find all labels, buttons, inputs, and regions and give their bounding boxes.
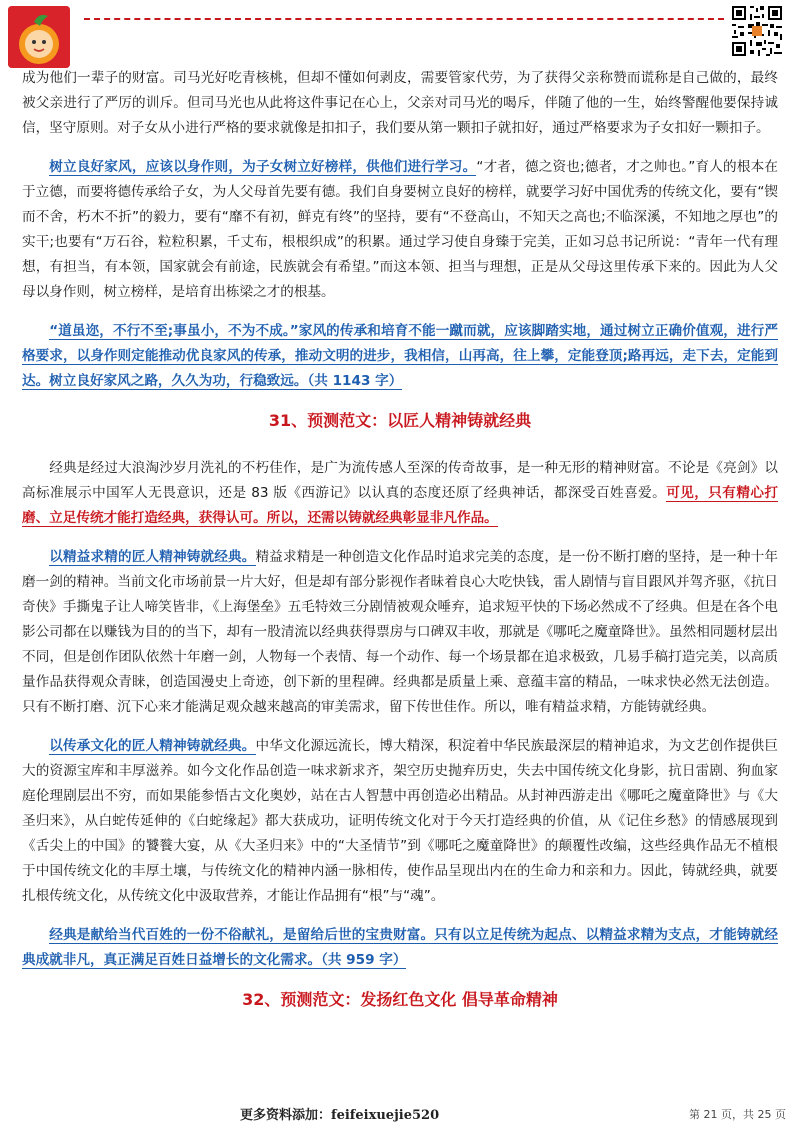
paragraph-1 [22, 66, 778, 141]
qr-code-icon [730, 4, 784, 58]
article-body [22, 66, 778, 1035]
key-sentence: “道虽迩，不行不至;事虽小，不为不成。”家风的传承和培育不能一蹴而就，应该脚踏实地，通过树立正确价值观，进行严格要求，以身作则定能推动优良家风的传承，推动文明的进步，我相信，山再高，往上攀，定能登顶;路再远，走下去，定能到达。树立良好家风之路，久久为功，行稳致远。（共 1143 字） [22, 323, 778, 389]
paragraph-text: 精益求精是一种创造文化作品时追求完美的态度，是一份不断打磨的坚持，是一种十年磨一剑的精神。当前文化市场前景一片大好，但是却有部分影视作者昧着良心大吃快钱，雷人剧情与盲目跟风并驾齐驱，《抗日奇侠》手撕鬼子让人啼笑皆非，《上海堡垒》五毛特效三分剧情被观众唾弃，追求短平快的下场必然成不了经典。但是在各个电影公司都在以赚钱为目的的当下，却有一股清流以经典获得票房与口碑双丰收，那就是《哪吒之魔童降世》。虽然相同题材层出不同，但是创作团队依然十年磨一剑，人物每一个表情、每一个动作、每一个场景都在追求极致，几易手稿打造完美，以高质量作品获得观众青睐，创造国漫史上奇迹，创下新的里程碑。经典都是质量上乘、意蕴丰富的精品，一味求快必然无法创造。只有不断打磨、沉下心来才能满足观众越来越高的审美需求，留下传世佳作。所以，唯有精益求精，方能铸就经典。 [22, 549, 778, 715]
paragraph-3 [22, 319, 778, 394]
paragraph-text: 中华文化源远流长，博大精深，积淀着中华民族最深层的精神追求，为文艺创作提供巨大的资源宝库和丰厚滋养。如今文化作品创造一味求新求齐，架空历史抛弃历史，失去中国传统文化身影，抗日雷剧、狗血家庭伦理剧层出不穷，而如果能参悟古文化奥妙，站在古人智慧中再创造必出精品。从封神西游走出《哪吒之魔童降世》与《大圣归来》，从白蛇传延伸的《白蛇缘起》都大获成功，证明传统文化对于今天打造经典的价值，从《记住乡愁》的情感展现到《舌尖上的中国》的饕餮大宴，从《大圣归来》中的“大圣情节”到《哪吒之魔童降世》的颠覆性改编，这些经典作品无不植根于中国传统文化的丰厚土壤，与传统文化的精神内涵一脉相传，使作品呈现出内在的生命力和亲和力。因此，铸就经典，就要扎根传统文化，从传统文化中汲取营养，才能让作品拥有“根”与“魂”。 [22, 738, 778, 904]
paragraph-text: 经典是经过大浪淘沙岁月洗礼的不朽佳作，是广为流传感人至深的传奇故事，是一种无形的精神财富。不论是《亮剑》以高标准展示中国军人无畏意识，还是 83 版《西游记》以认真的态度还原了经典神话，都深受百姓喜爱。 [22, 460, 778, 501]
section-title-32: 32、预测范文：发扬红色文化 倡导革命精神 [242, 990, 558, 1009]
paragraph-text: 成为他们一辈子的财富。司马光好吃青核桃，但却不懂如何剥皮，需要管家代劳，为了获得父亲称赞而谎称是自己做的，最终被父亲进行了严厉的训斥。但司马光也从此将这件事记在心上，父亲对司马光的喝斥，伴随了他的一生，始终警醒他要保持诚信，坚守原则。对子女从小进行严格的要求就像是扣扣子，我们要从第一颗扣子就扣好，通过严格要求为子女扣好一颗扣子。 [22, 70, 778, 136]
paragraph-text: “才者，德之资也;德者，才之帅也。”育人的根本在于立德，而要将德传承给子女，为人父母首先要有德。我们自身要树立良好的榜样，就要学习好中国优秀的传统文化，要有“锲而不舍，朽木不折”的毅力，要有“靡不有初，鲜克有终”的坚持，要有“不登高山，不知天之高也;不临深溪，不知地之厚也”的实干;也要有“万石谷，粒粒积累，千丈布，根根织成”的积累。通过学习使自身臻于完美，正如习总书记所说：“青年一代有理想，有担当，有本领，国家就会有前途，民族就会有希望。”而这本领、担当与理想，正是从父母这里传承下来的。因此为人父母以身作则，树立榜样，是培育出栋梁之才的根基。 [22, 159, 778, 300]
key-sentence: 经典是献给当代百姓的一份不俗献礼，是留给后世的宝贵财富。只有以立足传统为起点、以精益求精为支点，才能铸就经典成就非凡，真正满足百姓日益增长的文化需求。（共 959 字） [22, 927, 778, 968]
paragraph-2 [22, 155, 778, 305]
qr-code [730, 4, 784, 58]
header-divider [84, 18, 724, 20]
key-sentence: 以传承文化的匠人精神铸就经典。 [49, 738, 256, 754]
section-title-31: 31、预测范文：以匠人精神铸就经典 [268, 411, 532, 430]
page-number: 第 21 页，共 25 页 [689, 1108, 786, 1121]
key-sentence: 以精益求精的匠人精神铸就经典。 [49, 549, 256, 565]
orange-mascot-logo [8, 6, 70, 68]
thesis-sentence: 可见，只有精心打磨、立足传统才能打造经典，获得认可。所以，还需以铸就经典彰显非凡作品。 [22, 485, 778, 526]
footer-contact: 更多资料添加：feifeixuejie520 [240, 1108, 440, 1123]
orange-mascot-icon [8, 6, 70, 68]
key-sentence: 树立良好家风，应该以身作则，为子女树立好榜样，供他们进行学习。 [49, 159, 477, 175]
paragraph-5 [22, 545, 778, 720]
paragraph-6 [22, 734, 778, 909]
paragraph-7 [22, 923, 778, 973]
paragraph-4 [22, 456, 778, 531]
